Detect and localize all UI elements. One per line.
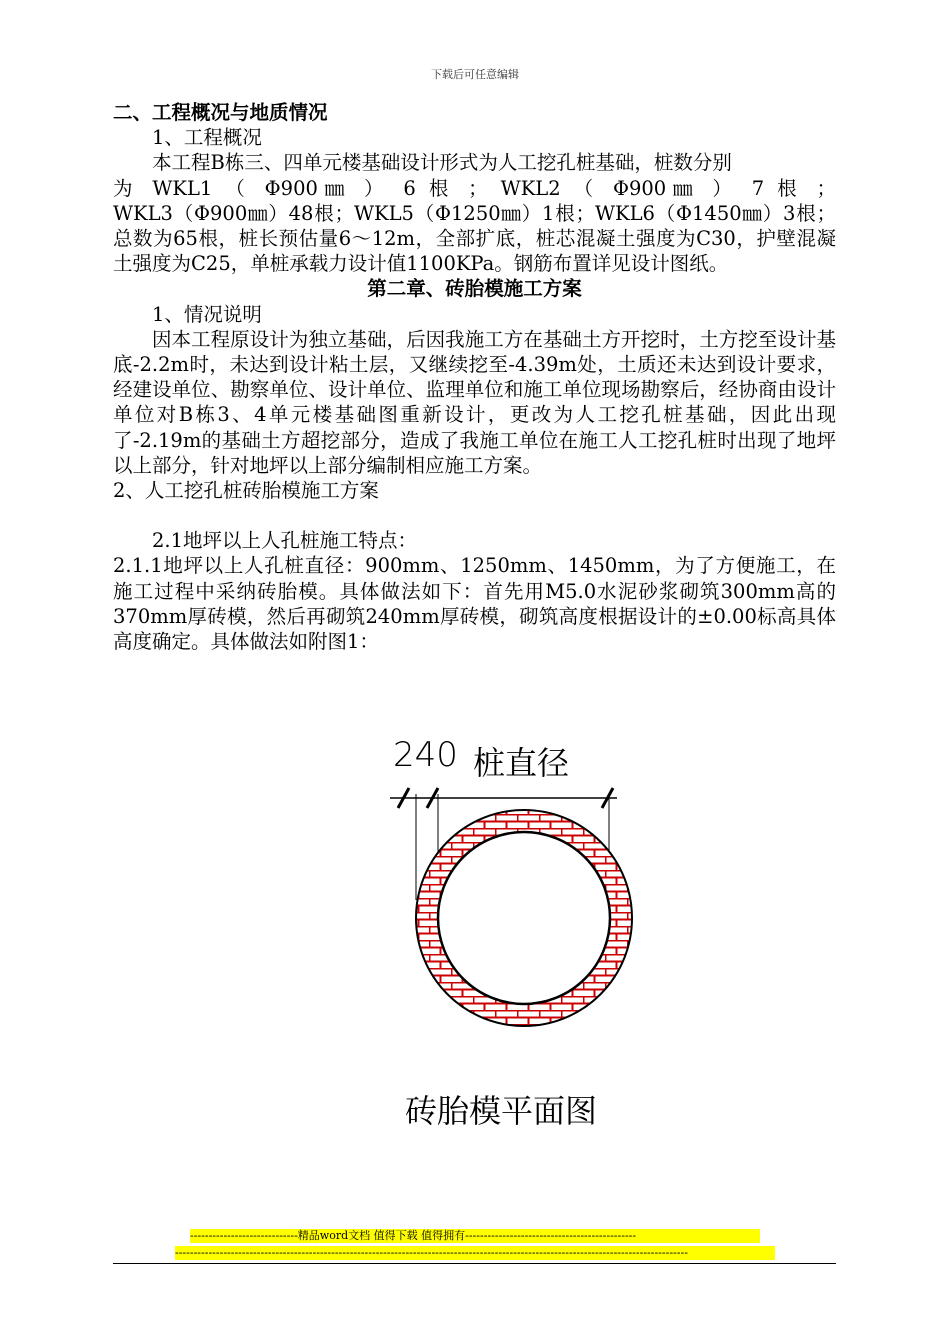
page-header: 下载后可任意编辑 bbox=[431, 68, 519, 81]
para1-line1: 本工程B栋三、四单元楼基础设计形式为人工挖孔桩基础，桩数分别 bbox=[152, 151, 732, 175]
dimension-240-label: 240 bbox=[393, 735, 458, 775]
brick-ring-fill bbox=[385, 800, 645, 1050]
footer-rule bbox=[113, 1263, 836, 1264]
footer-banner-1: -----------------------------精品word文档 值得下载 值得拥有---------------------------------------------- bbox=[190, 1229, 760, 1243]
section-title: 二、工程概况与地质情况 bbox=[113, 101, 328, 124]
subheading-situation: 1、情况说明 bbox=[152, 302, 262, 326]
subheading-overview: 1、工程概况 bbox=[152, 126, 262, 150]
brick-mold-drawing bbox=[385, 730, 645, 1140]
footer-banner-2: ------------------------------------------------------------------------------------------------------------------------------------------ bbox=[175, 1246, 775, 1260]
pile-diameter-label: 桩直径 bbox=[473, 744, 570, 782]
para-method: 2.1.1地坪以上人孔桩直径：900mm、1250mm、1450mm，为了方便施工，在施工过程中采纳砖胎模。具体做法如下：首先用M5.0水泥砂浆砌筑300mm高的370mm厚砖模，然后再砌筑240mm厚砖模，砌筑高度根据设计的±0.00标高具体高度确定。具体做法如附图1： bbox=[113, 554, 836, 654]
figure-caption: 砖胎模平面图 bbox=[405, 1092, 598, 1130]
chapter-title: 第二章、砖胎模施工方案 bbox=[367, 277, 582, 301]
para1-rest: WKL3（Φ900㎜）48根；WKL5（Φ1250㎜）1根；WKL6（Φ1450㎜）3根；总数为65根，桩长预估量6～12m，全部扩底，桩芯混凝土强度为C30，护壁混凝土强度为C25，单桩承载力设计值1100KPa。钢筋布置详见设计图纸。 bbox=[113, 201, 836, 276]
blank-line bbox=[113, 503, 836, 528]
para1-line2: 为 WKL1 （ Φ900㎜ ） 6 根 ； WKL2 （ Φ900㎜ ） 7 根 ； bbox=[113, 176, 836, 200]
subheading-features: 2.1地坪以上人孔桩施工特点： bbox=[152, 529, 418, 553]
brick-mold-figure bbox=[385, 730, 645, 1140]
document-body bbox=[113, 100, 836, 654]
subheading-plan: 2、人工挖孔桩砖胎模施工方案 bbox=[113, 479, 379, 503]
para-situation: 因本工程原设计为独立基础，后因我施工方在基础土方开挖时，土方挖至设计基底-2.2m时，未达到设计粘土层，又继续挖至-4.39m处，土质还未达到设计要求，经建设单位、勘察单位、设计单位、监理单位和施工单位现场勘察后，经协商由设计单位对B栋3、4单元楼基础图重新设计，更改为人工挖孔桩基础，因此出现了-2.19m的基础土方超挖部分，造成了我施工单位在施工人工挖孔桩时出现了地坪以上部分，针对地坪以上部分编制相应施工方案。 bbox=[113, 327, 836, 477]
